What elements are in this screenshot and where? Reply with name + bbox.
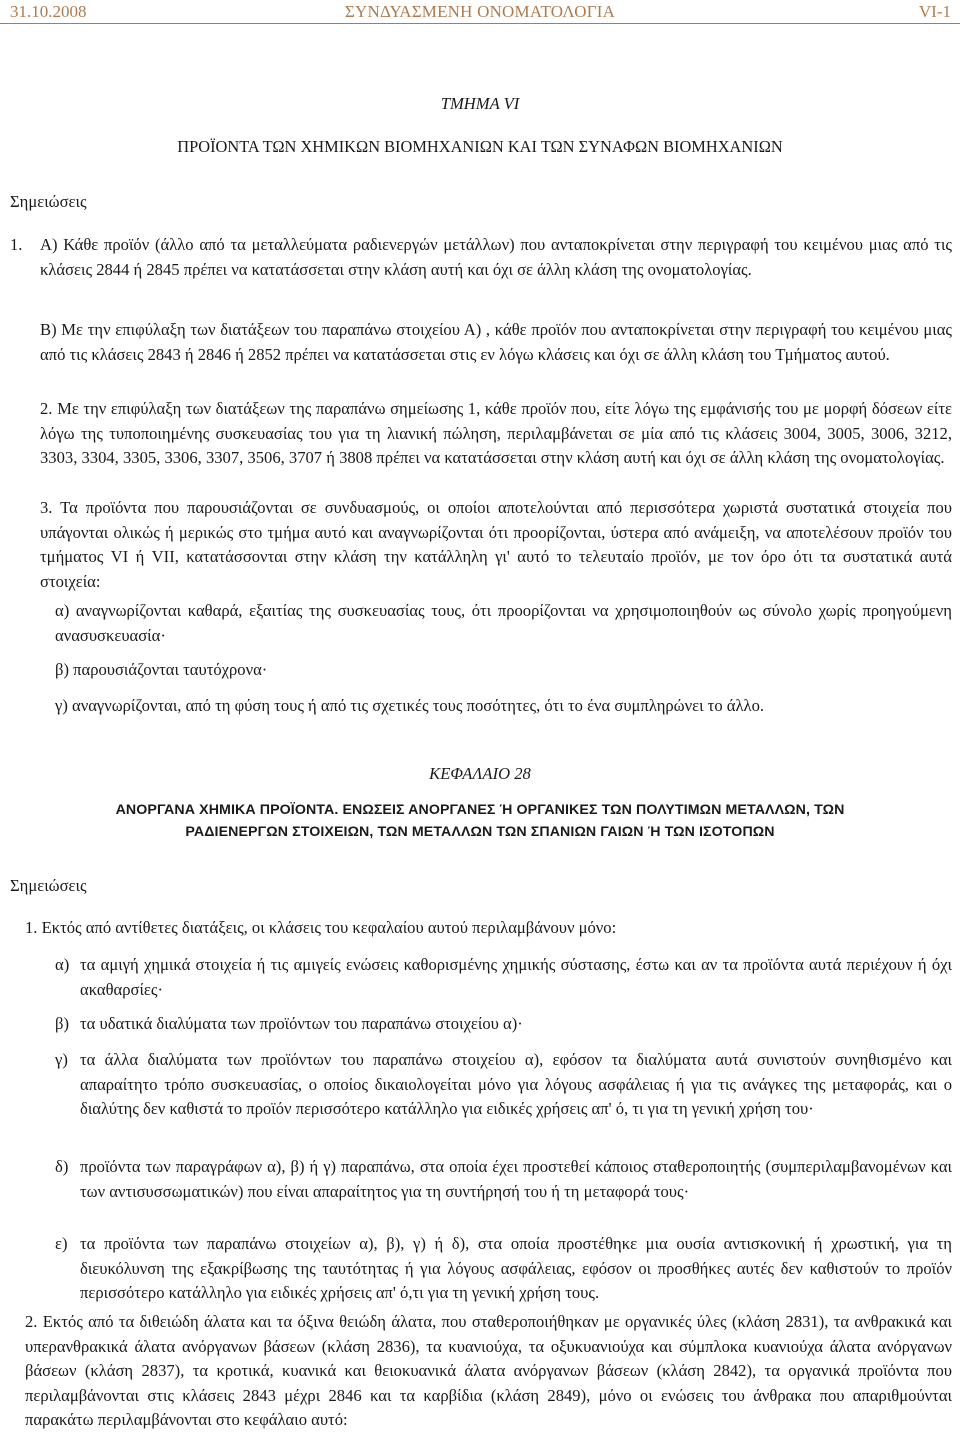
note-3-item-b: β) παρουσιάζονται ταυτόχρονα· (55, 660, 268, 679)
document-page: 31.10.2008 ΣΥΝΔΥΑΣΜΕΝΗ ΟΝΟΜΑΤΟΛΟΓΙΑ VI-1 ΤΜΗΜΑ VI ΠΡΟΪΟΝΤΑ ΤΩΝ ΧΗΜΙΚΩΝ ΒΙΟΜΗΧΑΝΙΩΝ ΚΑΙ ΤΩΝ ΣΥΝΑΦΩΝ ΒΙΟΜΗΧΑΝΙΩΝ Σημειώσεις 1. Α) Κάθε προϊόν (άλλο από τα μεταλλεύματα ραδιενεργών μετάλλων) που ανταποκρίνεται στην περιγραφή του κειμένου μιας από τις κλάσεις 2844 ή 2845 πρέπει να κατατάσσεται στην κλάση αυτή και όχι σε άλλη κλάση της ονοματολογίας. Β) Με την επιφύλαξη των διατάξεων του παραπάνω στοιχείου Α) , κάθε προϊόν που ανταποκρίνεται στην περιγραφή του κειμένου μιας από τις κλάσεις 2843 ή 2846 ή 2852 πρέπει να κατατάσσεται στις εν λόγω κλάσεις και όχι σε άλλη κλάση του Τμήματος αυτού. 2. Με την επιφύλαξη των διατάξεων της παραπάνω σημείωσης 1, κάθε προϊόν που, είτε λόγω της εμφάνισής του με μορφή δόσεων είτε λόγω της τυποποιημένης συσκευασίας του για τη λιανική πώληση, περιλαμβάνεται σε μία από τις κλάσεις 3004, 3005, 3006, 3212, 3303, 3304, 3305, 3306, 3307, 3506, 3707 ή 3808 πρέπει να κατατάσσεται στην κλάση αυτή και όχι σε άλλη κλάση της ονοματολογίας. 3. Τα προϊόντα που παρουσιάζονται σε συνδυασμούς, οι οποίοι αποτελούνται από περισσότερα χωριστά συστατικά στοιχεία που υπάγονται ολικώς ή μερικώς στο τμήμα αυτό και αναγνωρίζονται ότι προορίζονται, ύστερα από ανάμειξη, να αποτελέσουν προϊόν του τμήματος VI ή VII, κατατάσσονται στην κλάση την κατάλληλη γι' αυτό το τελευταίο προϊόν, με τον όρο ότι τα συστατικά αυτά στοιχεία: α) αναγνωρίζονται καθαρά, εξαιτίας της συσκευασίας τους, ότι προορίζονται να χρησιμοποιηθούν ως σύνολο χωρίς προηγούμενη ανασυσκευασία· β) παρουσιάζονται ταυτόχρονα· γ) αναγνωρίζονται, από τη φύση τους ή από τις σχετικές τους ποσότητες, ότι το ένα συμπληρώνει το άλλο. ΚΕΦΑΛΑΙΟ 28 ΑΝΟΡΓΑΝΑ ΧΗΜΙΚΑ ΠΡΟΪΟΝΤΑ. ΕΝΩΣΕΙΣ ΑΝΟΡΓΑΝΕΣ Ή ΟΡΓΑΝΙΚΕΣ ΤΩΝ ΠΟΛΥΤΙΜΩΝ ΜΕΤΑΛΛΩΝ, ΤΩΝ ΡΑΔΙΕΝΕΡΓΩΝ ΣΤΟΙΧΕΙΩΝ, ΤΩΝ ΜΕΤΑΛΛΩΝ ΤΩΝ ΣΠΑΝΙΩΝ ΓΑΙΩΝ Ή ΤΩΝ ΙΣΟΤΟΠΩΝ Σημειώσεις 1. Εκτός από αντίθετες διατάξεις, οι κλάσεις του κεφαλαίου αυτού περιλαμβάνουν μόνο: α) τα αμιγή χημικά στοιχεία ή τις αμιγείς ενώσεις καθορισμένης χημικής σύστασης, έστω και αν τα προϊόντα αυτά περιέχουν ή όχι ακαθαρσίες· β) τα υδατικά διαλύματα των προϊόντων του παραπάνω στοιχείου α)· γ) τα άλλα διαλύματα των προϊόντων του παραπάνω στοιχείου α), εφόσον τα διαλύματα αυτά συνιστούν συνηθισμένο και απαραίτητο τρόπο συσκευασίας, ο οποίος δικαιολογείται μόνο για λόγους ασφάλειας ή για τις ανάγκες της μεταφοράς, και ο διαλύτης δεν καθιστά το προϊόν περισσότερο κατάλληλο για ειδικές χρήσεις απ' ό, τι για τη γενική χρήση του· δ) προϊόντα των παραγράφων α), β) ή γ) παραπάνω, στα οποία έχει προστεθεί κάποιος σταθεροποιητής (συμπεριλαμβανομένων και των αντισυσσωματικών) που είναι απαραίτητος για τη συντήρησή του ή τη μεταφορά τους· ε) τα προϊόντα των παραπάνω στοιχείων α), β), γ) ή δ), στα οποία προστέθηκε μια ουσία αντισκονική ή χρωστική, για τη διευκόλυνση της εξακρίβωσης της ταυτότητας ή για λόγους ασφάλειας, εφόσον οι προσθήκες αυτές δεν καθιστούν το προϊόν περισσότερο κατάλληλο για ειδικές χρήσεις απ' ό,τι για τη γενική χρήση τους. 2. Εκτός από τα διθειώδη άλατα και τα όξινα θειώδη άλατα, που σταθεροποιήθηκαν με οργανικές ύλες (κλάση 2831), τα ανθρακικά και υπερανθρακικά άλατα ανόργανων βάσεων (κλάση 2836), τα κυανιούχα, τα οξυκυανιούχα και σύμπλοκα κυανιούχα άλατα ανόργανων βάσεων (κλάση 2837), τα κροτικά, κυανικά και θειοκυανικά άλατα ανόργανων βάσεων (κλάση 2842), τα οργανικά προϊόντα που περιλαμβάνονται στις κλάσεις 2843 μέχρι 2846 και τα καρβίδια (κλάση 2849), μόνο οι ενώσεις του άνθρακα που απαριθμούνται παρακάτω περιλαμβάνονται στο κεφάλαιο αυτό: (0, 0, 960, 1438)
note-1-number: 1. (10, 235, 23, 254)
note-3-item-c: γ) αναγνωρίζονται, από τη φύση τους ή από τις σχετικές τους ποσότητες, ότι το ένα συμπληρώνει το άλλο. (55, 696, 765, 715)
header-rule (0, 23, 960, 24)
header-page-number: VI-1 (918, 2, 951, 21)
note-3-item-a: α) αναγνωρίζονται καθαρά, εξαιτίας της συσκευασίας τους, ότι προορίζονται να χρησιμοποιηθούν ως σύνολο χωρίς προηγούμενη ανασυσκευασία· (55, 601, 952, 645)
chapter-note-1: 1. Εκτός από αντίθετες διατάξεις, οι κλάσεις του κεφαλαίου αυτού περιλαμβάνουν μόνο: (25, 918, 617, 937)
chapter-label: ΚΕΦΑΛΑΙΟ 28 (429, 764, 531, 783)
section-notes-heading: Σημειώσεις (10, 192, 87, 211)
running-header (0, 0, 960, 24)
chapter-note-2: 2. Εκτός από τα διθειώδη άλατα και τα όξινα θειώδη άλατα, που σταθεροποιήθηκαν με οργανικές ύλες (κλάση 2831), τα ανθρακικά και υπερανθρακικά άλατα ανόργανων βάσεων (κλάση 2836), τα κυανιούχα, τα οξυκυανιούχα και σύμπλοκα κυανιούχα άλατα ανόργανων βάσεων (κλάση 2837), τα κροτικά, κυανικά και θειοκυανικά άλατα ανόργανων βάσεων (κλάση 2842), τα οργανικά προϊόντα που περιλαμβάνονται στις κλάσεις 2843 μέχρι 2846 και τα καρβίδια (κλάση 2849), μόνο οι ενώσεις του άνθρακα που απαριθμούνται παρακάτω περιλαμβάνονται στο κεφάλαιο αυτό: (25, 1312, 952, 1429)
chapter-notes-heading: Σημειώσεις (10, 876, 87, 895)
section-label: ΤΜΗΜΑ VI (440, 94, 520, 113)
section-note-2: 2. Με την επιφύλαξη των διατάξεων της παραπάνω σημείωσης 1, κάθε προϊόν που, είτε λόγω της εμφάνισής του με μορφή δόσεων είτε λόγω της τυποποιημένης συσκευασίας του για τη λιανική πώληση, περιλαμβάνεται σε μία από τις κλάσεις 3004, 3005, 3006, 3212, 3303, 3304, 3305, 3306, 3307, 3506, 3707 ή 3808 πρέπει να κατατάσσεται στην κλάση αυτή και όχι σε άλλη κλάση της ονοματολογίας. (40, 399, 952, 467)
section-note-1-A: Α) Κάθε προϊόν (άλλο από τα μεταλλεύματα ραδιενεργών μετάλλων) που ανταποκρίνεται στην περιγραφή του κειμένου μιας από τις κλάσεις 2844 ή 2845 πρέπει να κατατάσσεται στην κλάση αυτή και όχι σε άλλη κλάση της ονοματολογίας. (40, 235, 952, 279)
chapter-title-line-1: ΑΝΟΡΓΑΝΑ ΧΗΜΙΚΑ ΠΡΟΪΟΝΤΑ. ΕΝΩΣΕΙΣ ΑΝΟΡΓΑΝΕΣ Ή ΟΡΓΑΝΙΚΕΣ ΤΩΝ ΠΟΛΥΤΙΜΩΝ ΜΕΤΑΛΛΩΝ, ΤΩΝ (115, 802, 845, 818)
chapter-title-line-2: ΡΑΔΙΕΝΕΡΓΩΝ ΣΤΟΙΧΕΙΩΝ, ΤΩΝ ΜΕΤΑΛΛΩΝ ΤΩΝ ΣΠΑΝΙΩΝ ΓΑΙΩΝ Ή ΤΩΝ ΙΣΟΤΟΠΩΝ (185, 824, 775, 840)
section-note-3: 3. Τα προϊόντα που παρουσιάζονται σε συνδυασμούς, οι οποίοι αποτελούνται από περισσότερα χωριστά συστατικά στοιχεία που υπάγονται ολικώς ή μερικώς στο τμήμα αυτό και αναγνωρίζονται ότι προορίζονται, ύστερα από ανάμειξη, να αποτελέσουν προϊόν του τμήματος VI ή VII, κατατάσσονται στην κλάση την κατάλληλη γι' αυτό το τελευταίο προϊόν, με τον όρο ότι τα συστατικά αυτά στοιχεία: (40, 498, 952, 591)
section-title: ΠΡΟΪΟΝΤΑ ΤΩΝ ΧΗΜΙΚΩΝ ΒΙΟΜΗΧΑΝΙΩΝ ΚΑΙ ΤΩΝ ΣΥΝΑΦΩΝ ΒΙΟΜΗΧΑΝΙΩΝ (177, 137, 783, 156)
header-date: 31.10.2008 (10, 2, 87, 21)
header-title: ΣΥΝΔΥΑΣΜΕΝΗ ΟΝΟΜΑΤΟΛΟΓΙΑ (344, 2, 616, 21)
section-note-1-B: Β) Με την επιφύλαξη των διατάξεων του παραπάνω στοιχείου Α) , κάθε προϊόν που ανταποκρίνεται στην περιγραφή του κειμένου μιας από τις κλάσεις 2843 ή 2846 ή 2852 πρέπει να κατατάσσεται στις εν λόγω κλάσεις και όχι σε άλλη κλάση του Τμήματος αυτού. (40, 320, 952, 364)
